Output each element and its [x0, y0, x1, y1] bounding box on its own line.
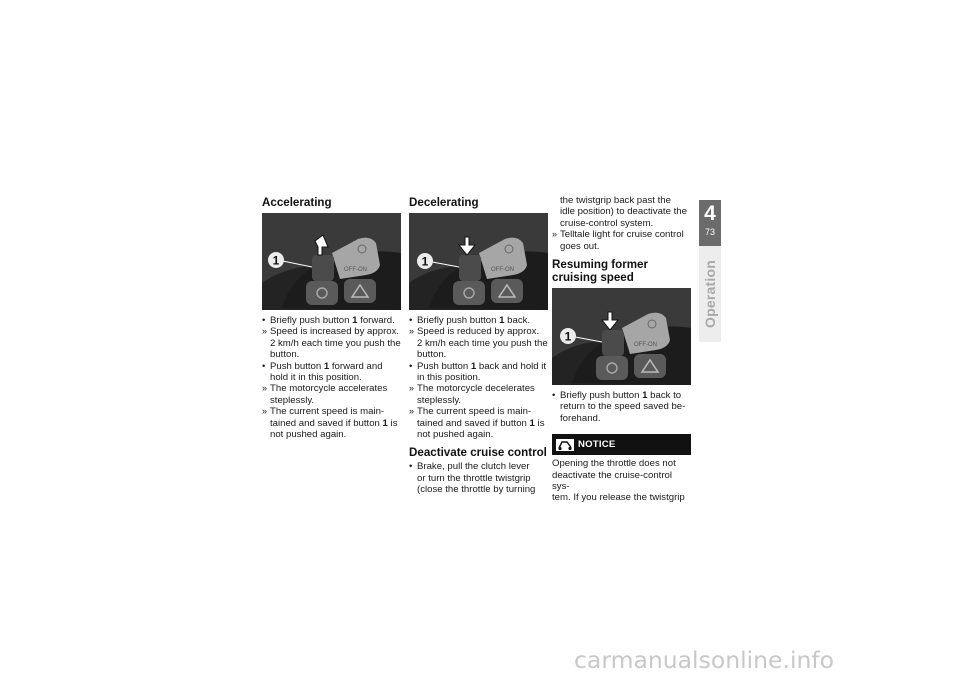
list-decelerating: [409, 315, 548, 440]
heading-deactivate-cruise-control: Deactivate cruise control: [409, 446, 547, 460]
notice-label: NOTICE: [578, 439, 616, 451]
photo-accelerating: [262, 213, 401, 310]
list-accelerating: [262, 315, 401, 440]
switch-label-off-on: OFF-ON: [491, 267, 514, 273]
list-item: » The motorcycle decelerates steplessly.: [409, 383, 548, 406]
list-telltale: [552, 229, 691, 252]
switch-illustration: [262, 213, 401, 310]
notice-text: Opening the throttle does not deactivate the cruise-control sys- tem. If you release the twistgrip: [552, 458, 685, 504]
switch-illustration: [409, 213, 548, 310]
list-deactivate: [409, 461, 548, 495]
heading-resuming-speed: Resuming former cruising speed: [552, 258, 648, 285]
column-decelerating: [409, 196, 548, 496]
column-resuming: [552, 195, 691, 504]
list-resuming: [552, 390, 691, 424]
list-item: • Briefly push button 1 back.: [409, 315, 548, 326]
list-item: » The motorcycle accelerates steplessly.: [262, 383, 401, 406]
watermark: carmanualsonline.info: [574, 646, 835, 674]
list-item: » Speed is increased by approx. 2 km/h each time you push the button.: [262, 326, 401, 360]
list-item: • Push button 1 back and hold it in this position.: [409, 361, 548, 384]
section-tab: [699, 246, 721, 342]
list-item: » Speed is reduced by approx. 2 km/h each time you push the button.: [409, 326, 548, 360]
list-item: » Telltale light for cruise control goes out.: [552, 229, 691, 252]
section-title: Operation: [702, 260, 718, 328]
page-number: 73: [704, 227, 715, 237]
switch-label-off-on: OFF-ON: [634, 342, 657, 349]
list-item: » The current speed is main- tained and saved if button 1 is not pushed again.: [409, 406, 548, 440]
heading-decelerating: Decelerating: [409, 196, 479, 209]
list-item: • Push button 1 forward and hold it in this position.: [262, 361, 401, 384]
chapter-tab: [699, 200, 721, 246]
photo-decelerating: [409, 213, 548, 310]
continued-text: the twistgrip back past the idle position) to deactivate the cruise-control system.: [560, 195, 687, 229]
callout-1: 1: [272, 253, 280, 268]
list-item: » The current speed is main- tained and saved if button 1 is not pushed again.: [262, 406, 401, 440]
switch-illustration: [552, 288, 691, 385]
list-item: • Briefly push button 1 back to return to the speed saved be- forehand.: [552, 390, 691, 424]
list-item: • Briefly push button 1 forward.: [262, 315, 401, 326]
callout-1: 1: [421, 254, 429, 269]
column-accelerating: [262, 196, 401, 440]
heading-accelerating: Accelerating: [262, 196, 332, 209]
motorcycle-warning-icon: [556, 438, 574, 452]
chapter-number: 4: [704, 202, 716, 225]
switch-label-off-on: OFF-ON: [344, 267, 367, 273]
photo-resuming: [552, 288, 691, 385]
notice-banner: [552, 434, 691, 455]
list-item: • Brake, pull the clutch lever or turn the throttle twistgrip (close the throttle by turning: [409, 461, 548, 495]
callout-1: 1: [564, 329, 572, 344]
